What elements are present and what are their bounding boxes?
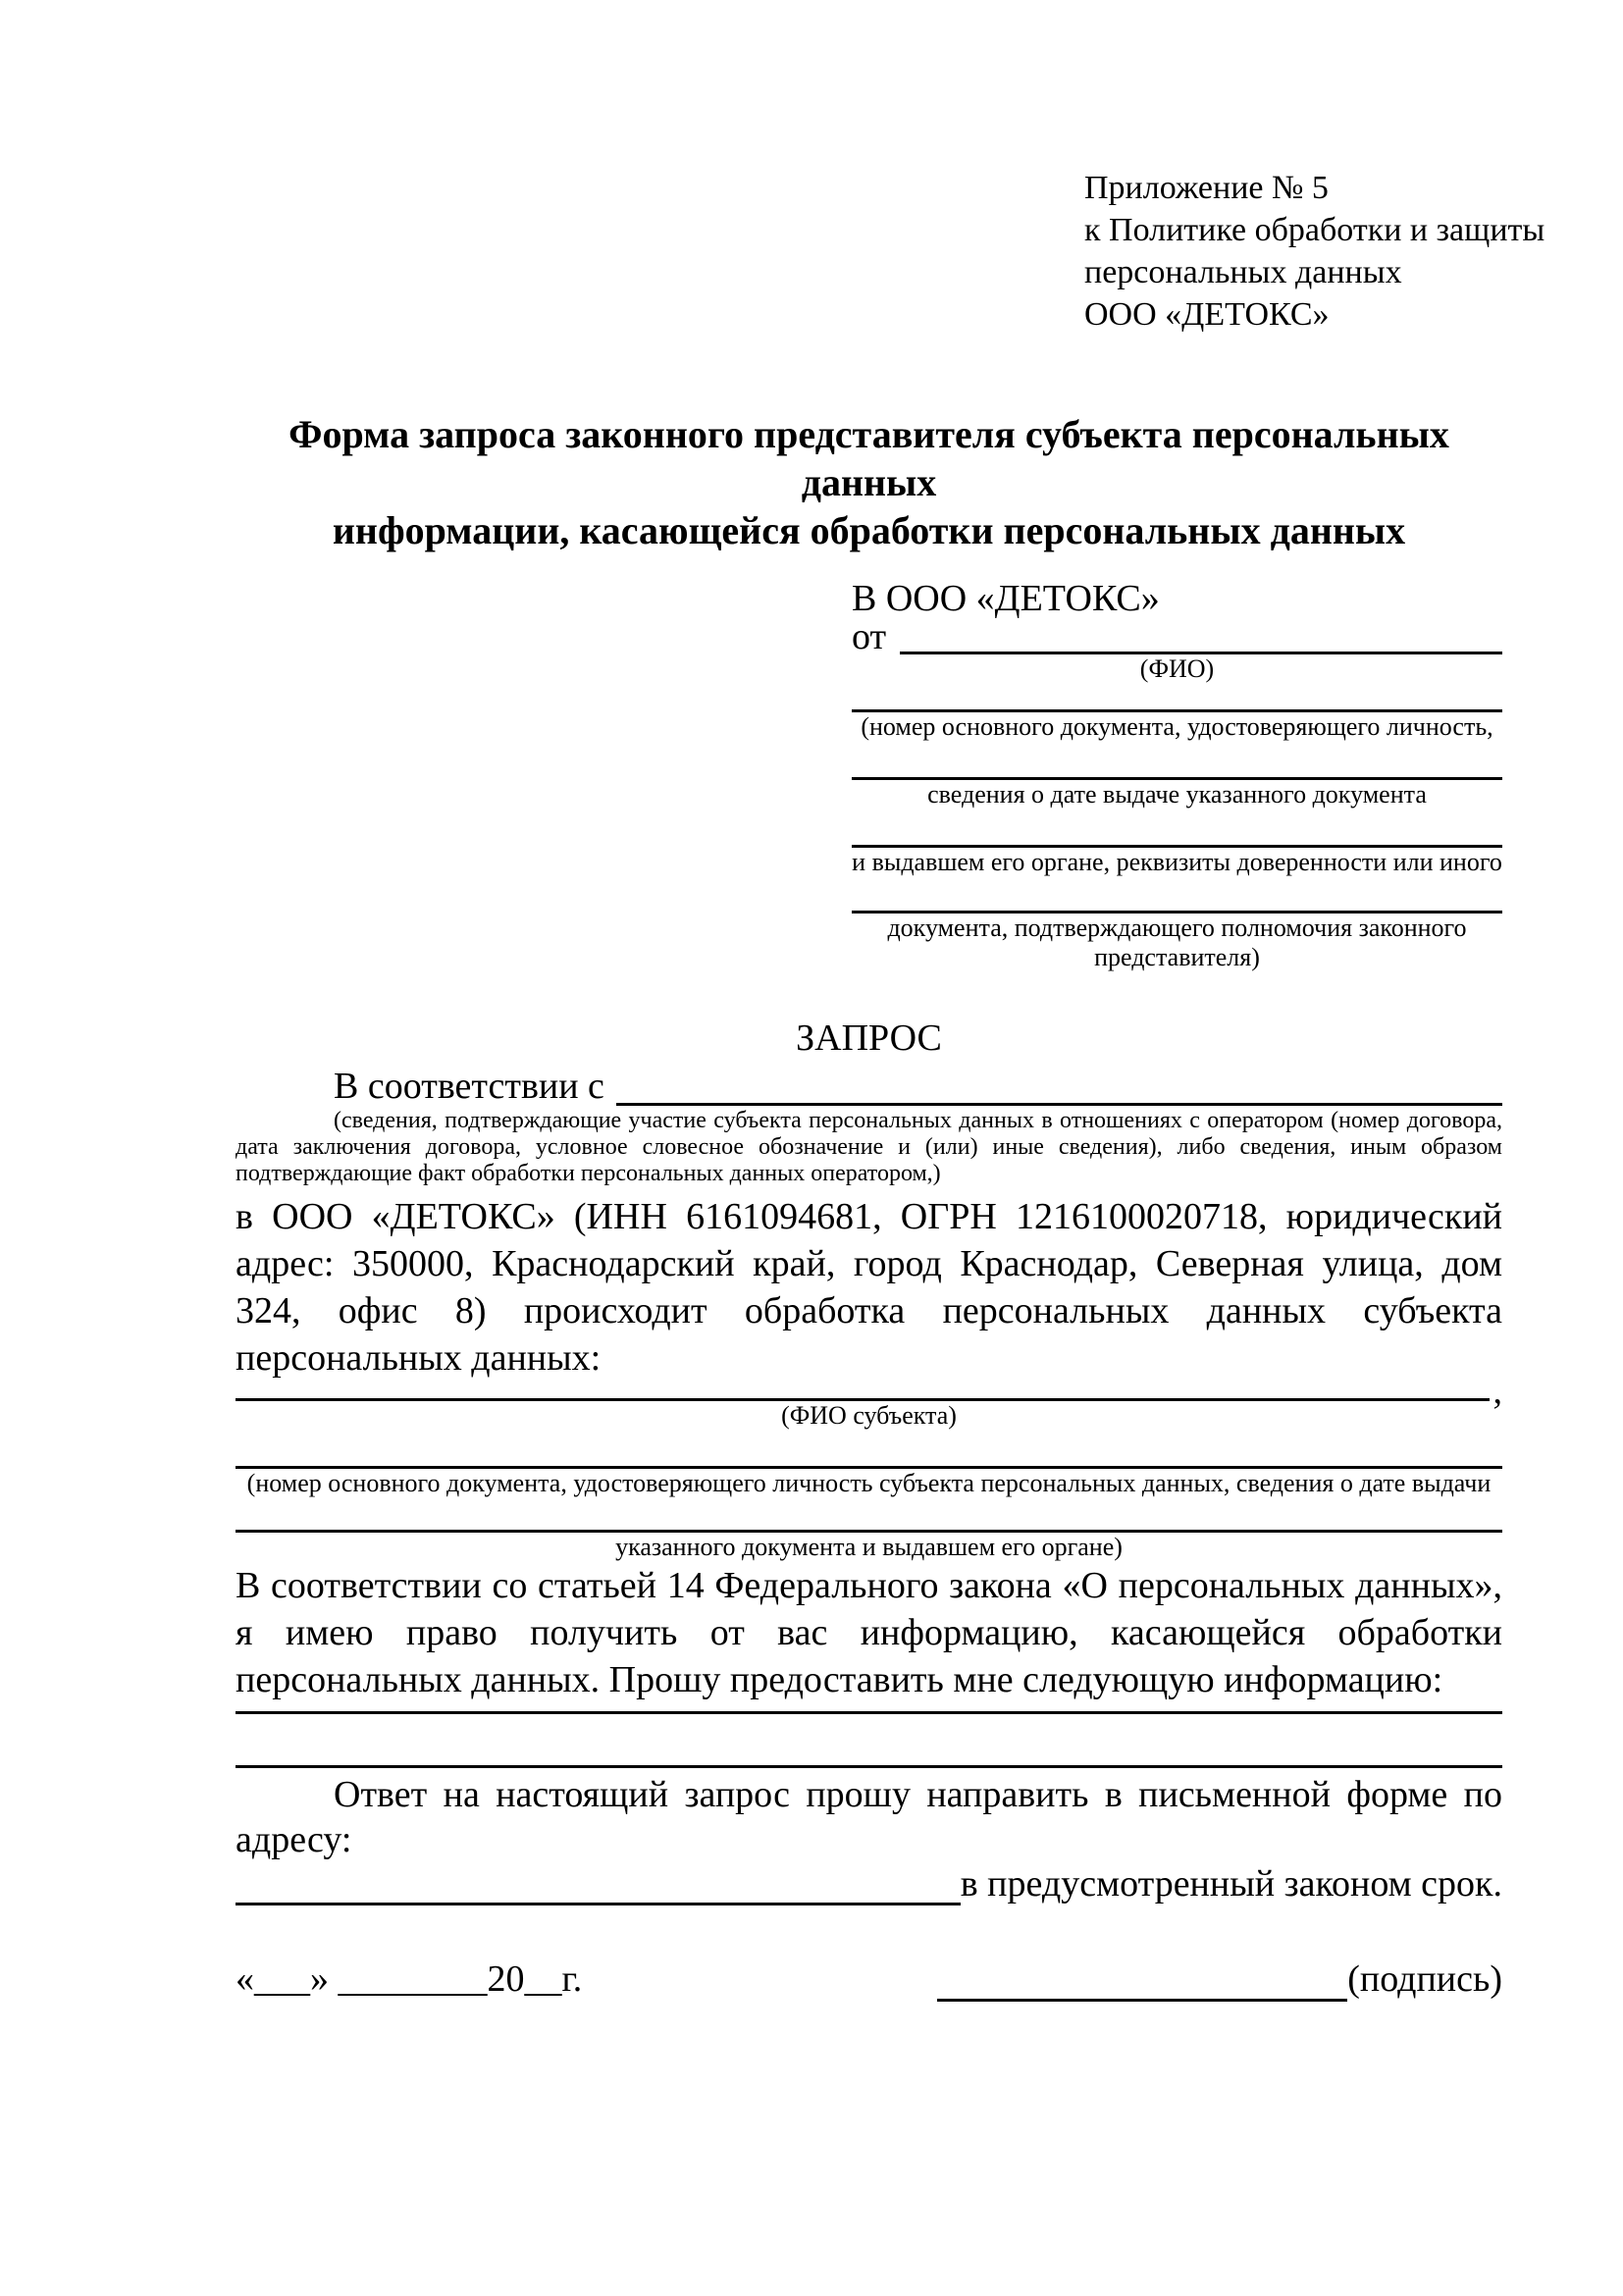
- representative-doc-field-1[interactable]: [852, 684, 1502, 712]
- annex-line: Приложение № 5: [1084, 170, 1329, 206]
- subject-fio-field[interactable]: [236, 1384, 1490, 1401]
- relation-proof-field[interactable]: [616, 1073, 1502, 1106]
- annex-block: [1084, 167, 1545, 336]
- representative-doc-field-3[interactable]: [852, 809, 1502, 848]
- relation-proof-caption: (сведения, подтверждающие участие субъекта персональных данных в отношениях с оператором (номер договора, дата заключения договора, условное словесное обозначение и (или) иные сведения), либо сведения, иным образом подтверждающие факт обработки персональных данных оператором,): [236, 1108, 1502, 1186]
- subject-fio-row: [236, 1371, 1502, 1412]
- from-label: от: [852, 616, 887, 657]
- signature-field[interactable]: [937, 1965, 1347, 2002]
- reply-tail-text: в предусмотренный законом срок.: [960, 1863, 1502, 1905]
- representative-doc-caption-3: и выдавшем его органе, реквизиты доверенности или иного: [852, 848, 1502, 876]
- signature-group: [937, 1957, 1502, 2002]
- reply-paragraph: Ответ на настоящий запрос прошу направить в письменной форме по адресу:: [236, 1774, 1502, 1860]
- addressee-block: [852, 578, 1502, 972]
- document-title-line1: Форма запроса законного представителя субъекта персональных данных: [288, 412, 1449, 504]
- intro-row: [236, 1067, 1502, 1106]
- subject-doc-caption-1: (номер основного документа, удостоверяющего личность субъекта персональных данных, сведения о дате выдачи: [246, 1469, 1492, 1497]
- date-line: «___» ________20__г.: [236, 1958, 583, 2000]
- document-content: [236, 167, 1545, 2002]
- representative-doc-caption-1: (номер основного документа, удостоверяющего личность,: [861, 712, 1493, 741]
- trailing-comma: ,: [1492, 1371, 1502, 1412]
- request-heading: ЗАПРОС: [796, 1018, 942, 1059]
- annex-line: персональных данных: [1084, 254, 1402, 290]
- annex-line: к Политике обработки и защиты: [1084, 212, 1545, 248]
- operator-paragraph: в ООО «ДЕТОКС» (ИНН 6161094681, ОГРН 1216100020718, юридический адрес: 350000, Краснодарский край, город Краснодар, Северная улица, дом 324, офис 8) происходит обработка персональных данных субъекта персональных данных:: [236, 1196, 1502, 1379]
- representative-doc-field-2[interactable]: [852, 742, 1502, 780]
- document-title-line2: информации, касающейся обработки персональных данных: [332, 508, 1406, 552]
- signature-caption: (подпись): [1347, 1958, 1502, 2000]
- footer-row: [236, 1957, 1502, 2002]
- representative-doc-caption-2: сведения о дате выдаче указанного документа: [927, 780, 1427, 809]
- annex-line: ООО «ДЕТОКС»: [1084, 296, 1330, 333]
- addressee-to: В ООО «ДЕТОКС»: [852, 578, 1160, 619]
- addressee-from-row: [852, 616, 1502, 657]
- requested-info-field-2[interactable]: [236, 1714, 1502, 1768]
- intro-label: В соответствии с: [334, 1066, 604, 1107]
- fio-caption: (ФИО): [1139, 654, 1215, 683]
- subject-doc-field-2[interactable]: [236, 1498, 1502, 1533]
- reply-address-field[interactable]: [236, 1873, 961, 1905]
- subject-doc-field-1[interactable]: [236, 1431, 1502, 1469]
- statute-paragraph: В соответствии со статьей 14 Федерального закона «О персональных данных», я имею право получить от вас информацию, касающейся обработки персональных данных. Прошу предоставить мне следующую информацию:: [236, 1565, 1502, 1700]
- requested-info-field-1[interactable]: [236, 1703, 1502, 1714]
- subject-doc-caption-2: указанного документа и выдавшем его органе): [615, 1533, 1123, 1561]
- document-title: [236, 410, 1502, 554]
- representative-doc-caption-4: документа, подтверждающего полномочия законного представителя): [887, 913, 1467, 971]
- representative-fio-field[interactable]: [900, 622, 1502, 654]
- reply-address-row: [236, 1862, 1502, 1905]
- representative-doc-field-4[interactable]: [852, 877, 1502, 913]
- subject-fio-caption: (ФИО субъекта): [781, 1401, 957, 1430]
